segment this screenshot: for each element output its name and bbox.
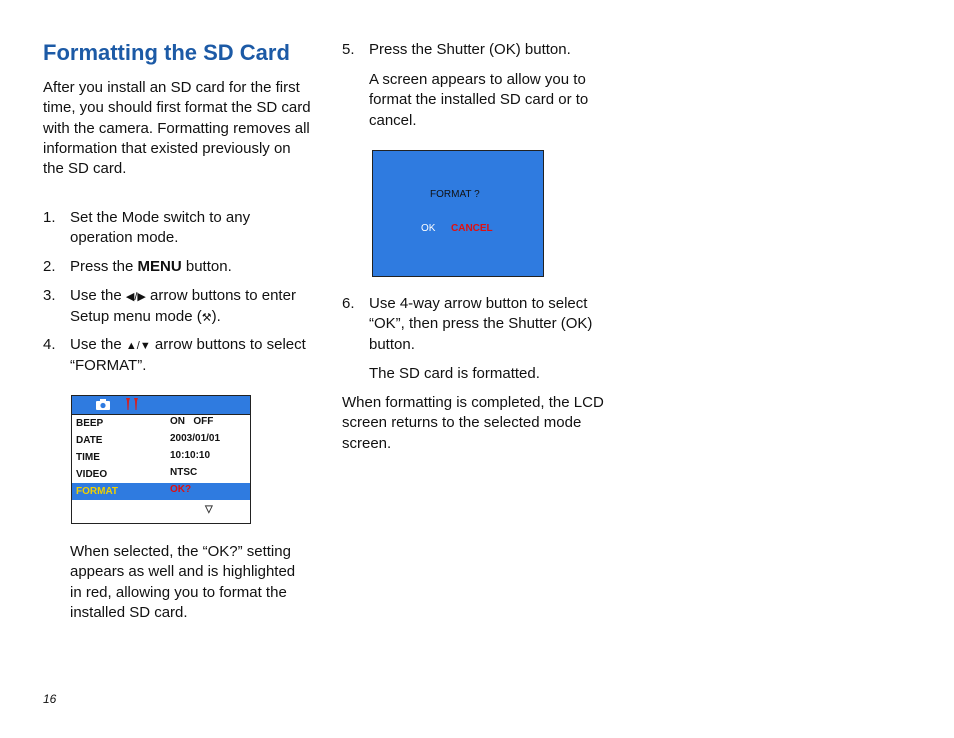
menu-row-time[interactable] [72, 449, 250, 466]
menu-row-date[interactable] [72, 432, 250, 449]
step-4 [43, 335, 313, 377]
step-6-note: The SD card is formatted. [369, 365, 540, 382]
step-text: Use the [70, 287, 126, 304]
scroll-down-icon: ▽ [205, 504, 213, 515]
step-text: Use 4-way arrow button to select “OK”, then press the Shutter (OK) button. [369, 295, 593, 353]
setup-menu-screen [71, 395, 251, 524]
menu-row-label: BEEP [76, 418, 104, 429]
menu-row-value: OK? [170, 484, 192, 495]
left-right-arrow-icon: ◀/▶ [125, 291, 146, 303]
step-text: Set the Mode switch to any operation mode. [70, 209, 251, 247]
menu-row-label: DATE [76, 435, 103, 446]
menu-row-value: NTSC [170, 467, 198, 478]
intro-paragraph: After you install an SD card for the first time, you should first format the SD card with the camera. Formatting removes all information that existed previously on the SD card. [43, 79, 311, 178]
step-5 [342, 40, 612, 62]
menu-row-value: 2003/01/01 [170, 433, 221, 444]
step-number: 2. [43, 258, 56, 275]
page-number: 16 [43, 692, 57, 706]
cancel-option[interactable]: CANCEL [451, 223, 493, 234]
wrench-icon: ⚒ [201, 312, 212, 325]
menu-tab-bar [72, 396, 250, 415]
step-text: arrow buttons to select “FORMAT”. [70, 336, 306, 375]
menu-row-label: TIME [76, 452, 100, 463]
step-1 [43, 208, 313, 250]
menu-row-value: ON OFF [170, 416, 214, 427]
step-number: 6. [342, 295, 355, 312]
menu-row-format[interactable] [72, 483, 250, 500]
step-text: arrow buttons to enter Setup menu mode ( [70, 287, 296, 326]
menu-row-value: 10:10:10 [170, 450, 211, 461]
step-text: button. [181, 258, 232, 275]
step-3 [43, 286, 313, 328]
closing-paragraph: When formatting is completed, the LCD screen returns to the selected mode screen. [342, 394, 604, 452]
up-down-arrow-icon: ▲/▼ [125, 340, 151, 352]
format-prompt: FORMAT ? [430, 189, 480, 200]
step-number: 5. [342, 41, 355, 58]
ok-option[interactable]: OK [421, 223, 436, 234]
menu-key-label: MENU [137, 258, 182, 275]
menu-row-beep[interactable] [72, 415, 250, 432]
format-confirm-screen [372, 150, 544, 277]
menu-row-video[interactable] [72, 466, 250, 483]
step-text: ). [211, 308, 221, 326]
step-6 [342, 294, 612, 356]
menu-row-label: FORMAT [76, 486, 119, 497]
page-title: Formatting the SD Card [43, 40, 290, 65]
camera-icon [96, 399, 110, 413]
step-5-note: A screen appears to allow you to format the installed SD card or to cancel. [369, 71, 589, 129]
step-text: Press the Shutter (OK) button. [369, 41, 571, 58]
wrench-icon [124, 397, 140, 414]
step-4-note: When selected, the “OK?” setting appears as well and is highlighted in red, allowing you to format the installed SD card. [70, 543, 296, 621]
menu-row-label: VIDEO [76, 469, 108, 480]
step-text: Use the [70, 336, 126, 353]
step-text: Press the [70, 258, 138, 275]
step-2 [43, 257, 313, 279]
step-number: 3. [43, 287, 56, 304]
step-number: 4. [43, 336, 56, 353]
step-number: 1. [43, 209, 56, 226]
